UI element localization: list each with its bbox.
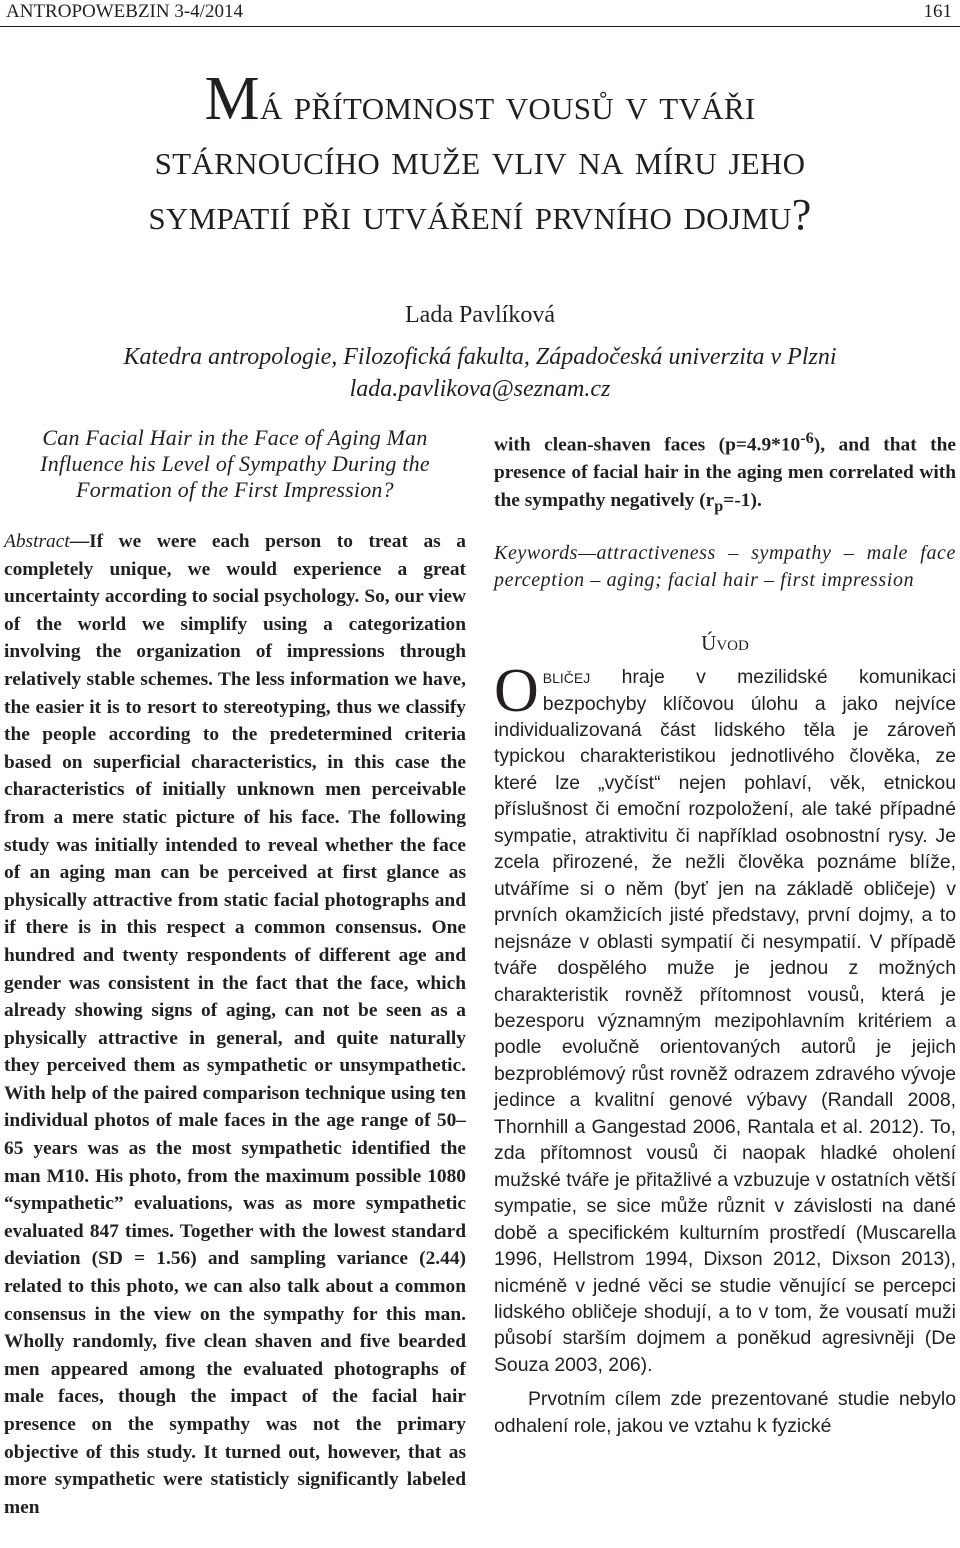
right-column: [494, 425, 956, 1439]
title-line-2: stárnoucího muže vliv na míru jeho: [154, 135, 806, 184]
abstract: [4, 528, 466, 1521]
abstract-text: If we were each person to treat as a completely unique, we would experience a great uncertainty according to social psychology. So, our view of the world we simplify using a categorization involving the organization of impressions through relatively stable schemes. The less information we have, the easier it is to resort to stereotyping, thus we classify the people according to the predetermined criteria based on superficial characteristics, in this case the characteristics of initially unknown men perceivable from a mere static picture of his face. The following study was initially intended to reveal whether the face of an aging man can be perceived at first glance as physically attractive from static facial photographs and if there is in this respect a common consensus. One hundred and twenty respondents of different age and gender was consistent in the fact that the face, which already showing signs of aging, can not be seen as a physically attractive in general, and quite naturally they perceived them as sympathetic or unsympathetic. With help of the paired comparison technique using ten individual photos of male faces in the age range of 50–65 years was as the most sympathetic identified the man M10. His photo, from the maximum possible 1080 “sympathetic” evaluations, was as more sympathetic evaluated 847 times. Together with the lowest standard deviation (SD = 1.56) and sampling variance (2.44) related to this photo, we can also talk about a common consensus in the view on the sympathy for this man. Wholly randomly, five clean shaven and five bearded men appeared among the evaluated photographs of male faces, though the impact of the facial hair presence on the sympathy was not the primary objective of this study. It turned out, however, that as more sympathetic were statisticly significantly labeled men: [4, 531, 466, 1518]
keywords-label: Keywords: [494, 542, 579, 565]
abstract-continuation-a: with clean-shaven faces (p=4.9*10: [494, 434, 801, 456]
author-email: lada.pavlikova@seznam.cz: [349, 376, 611, 402]
keywords-dash: —: [578, 542, 597, 565]
keywords: [494, 540, 956, 594]
author-affiliation: Katedra antropologie, Filozofická fakulta, Západočeská univerzita v Plzni: [123, 344, 837, 370]
title-initial: M: [204, 65, 260, 133]
abstract-exponent: -6: [800, 430, 814, 447]
journal-name: ANTROPOWEBZIN 3-4/2014: [6, 1, 243, 22]
title-line-3: sympatií při utváření prvního dojmu?: [148, 190, 812, 239]
left-column: [4, 425, 466, 1521]
abstract-continuation-b: ), and that the presence of facial hair in the aging men correlated with the sympathy negatively (r: [494, 434, 956, 511]
page-number: 161: [923, 1, 952, 22]
article-title: [30, 65, 930, 242]
abstract-dash: —: [69, 531, 90, 552]
author-name: Lada Pavlíková: [405, 302, 555, 328]
section-heading: Úvod: [701, 631, 749, 656]
english-title: Can Facial Hair in the Face of Aging Man Influence his Level of Sympathy During the Formation of the First Impression?: [40, 425, 430, 502]
intro-paragraph-1: [494, 657, 956, 1378]
abstract-label: Abstract: [4, 531, 70, 552]
drop-cap: O: [494, 657, 539, 726]
intro-paragraph-2: Prvotním cílem zde prezentované studie nebylo odhalení role, jakou ve vztahu k fyzické: [494, 1388, 956, 1437]
keywords-text: attractiveness – sympathy – male face perception – aging; facial hair – first impression: [494, 542, 956, 592]
abstract-subscript: p: [714, 497, 724, 515]
abstract-continuation-c: =-1).: [723, 489, 762, 511]
paragraph-1-text: hraje v mezilidské komunikaci bezpochyby klíčovou úlohu a jako nejvíce individualizovaná část lidského těla je zároveň typickou charakteristikou jednotlivého člověka, ze které lze „vyčíst“ nejen pohlaví, věk, etnickou příslušnost či emoční rozpoložení, ale také případné sympatie, atraktivitu či například osobnostní rysy. Je zcela přirozené, že nežli člověka poznáme blíže, utváříme si o něm (byť jen na základě obličeje) v prvních okamžicích jisté představy, první dojmy, a to nejsnáze v oblasti sympatií či nesympatií. V případě tváře dospělého muže je jednou z možných charakteristik rovněž přítomnost vousů, která je bezesporu významným mezipohlavním kritériem a podle evolučně orientovaných autorů je jejich bezproblémový růst rovněž odrazem zdravého vývoje jedince a kvalitní genové výbavy (Randall 2008, Thornhill a Gangestad 2006, Rantala et al. 2012). To, zda přítomnost vousů či naopak hladké oholení mužské tváře je přitažlivé a vzbuzuje v ostatních větší sympatie, se sice může různit v závislosti na dané době a specifickém kulturním prostředí (Muscarella 1996, Hellstrom 1994, Dixson 2012, Dixson 2013), nicméně v jedné věci se studie věnující se percepci lidského obličeje shodují, a to v tom, že vousatí muži působí starším dojmem a poněkud agresivněji (De Souza 2003, 206).: [494, 666, 956, 1376]
abstract-continuation: [494, 425, 956, 520]
first-word: bličej: [542, 666, 591, 689]
running-header: [0, 0, 960, 27]
title-line-1: á přítomnost vousů v tváři: [259, 80, 756, 129]
